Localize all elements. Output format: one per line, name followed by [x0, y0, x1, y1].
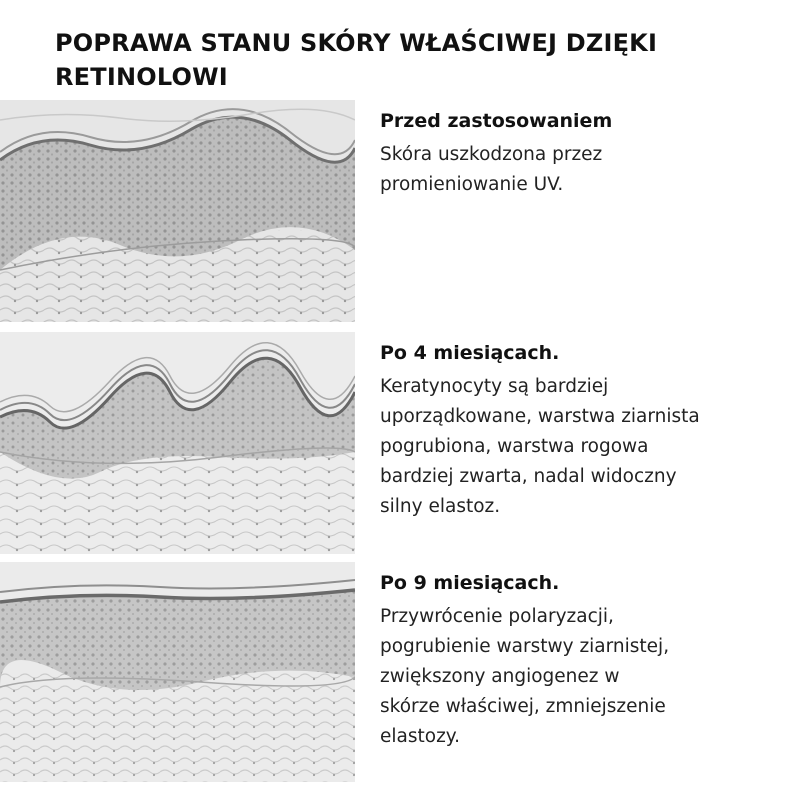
section-before: [0, 100, 800, 322]
section-4-months-text: [380, 340, 790, 522]
section-4-months: [0, 332, 800, 554]
section-heading: Po 4 miesiącach.: [380, 342, 560, 364]
section-description: Keratynocyty są bardziej uporządkowane, warstwa ziarnista pogrubiona, warstwa rogowa bardziej zwarta, nadal widoczny silny elastoz.: [380, 376, 700, 517]
skin-histology-image-4-months: [0, 332, 355, 554]
page-title: POPRAWA STANU SKÓRY WŁAŚCIWEJ DZIĘKI RETINOLOWI: [55, 29, 658, 91]
section-description: Skóra uszkodzona przez promieniowanie UV.: [380, 144, 603, 195]
skin-histology-image-9-months: [0, 562, 355, 782]
skin-histology-image-before: [0, 100, 355, 322]
section-heading: Po 9 miesiącach.: [380, 572, 560, 594]
section-9-months: [0, 562, 800, 782]
section-heading: Przed zastosowaniem: [380, 110, 613, 132]
section-before-text: [380, 108, 790, 200]
section-description: Przywrócenie polaryzacji, pogrubienie warstwy ziarnistej, zwiększony angiogenez w skórze właściwej, zmniejszenie elastozy.: [380, 606, 670, 747]
section-9-months-text: [380, 570, 790, 752]
